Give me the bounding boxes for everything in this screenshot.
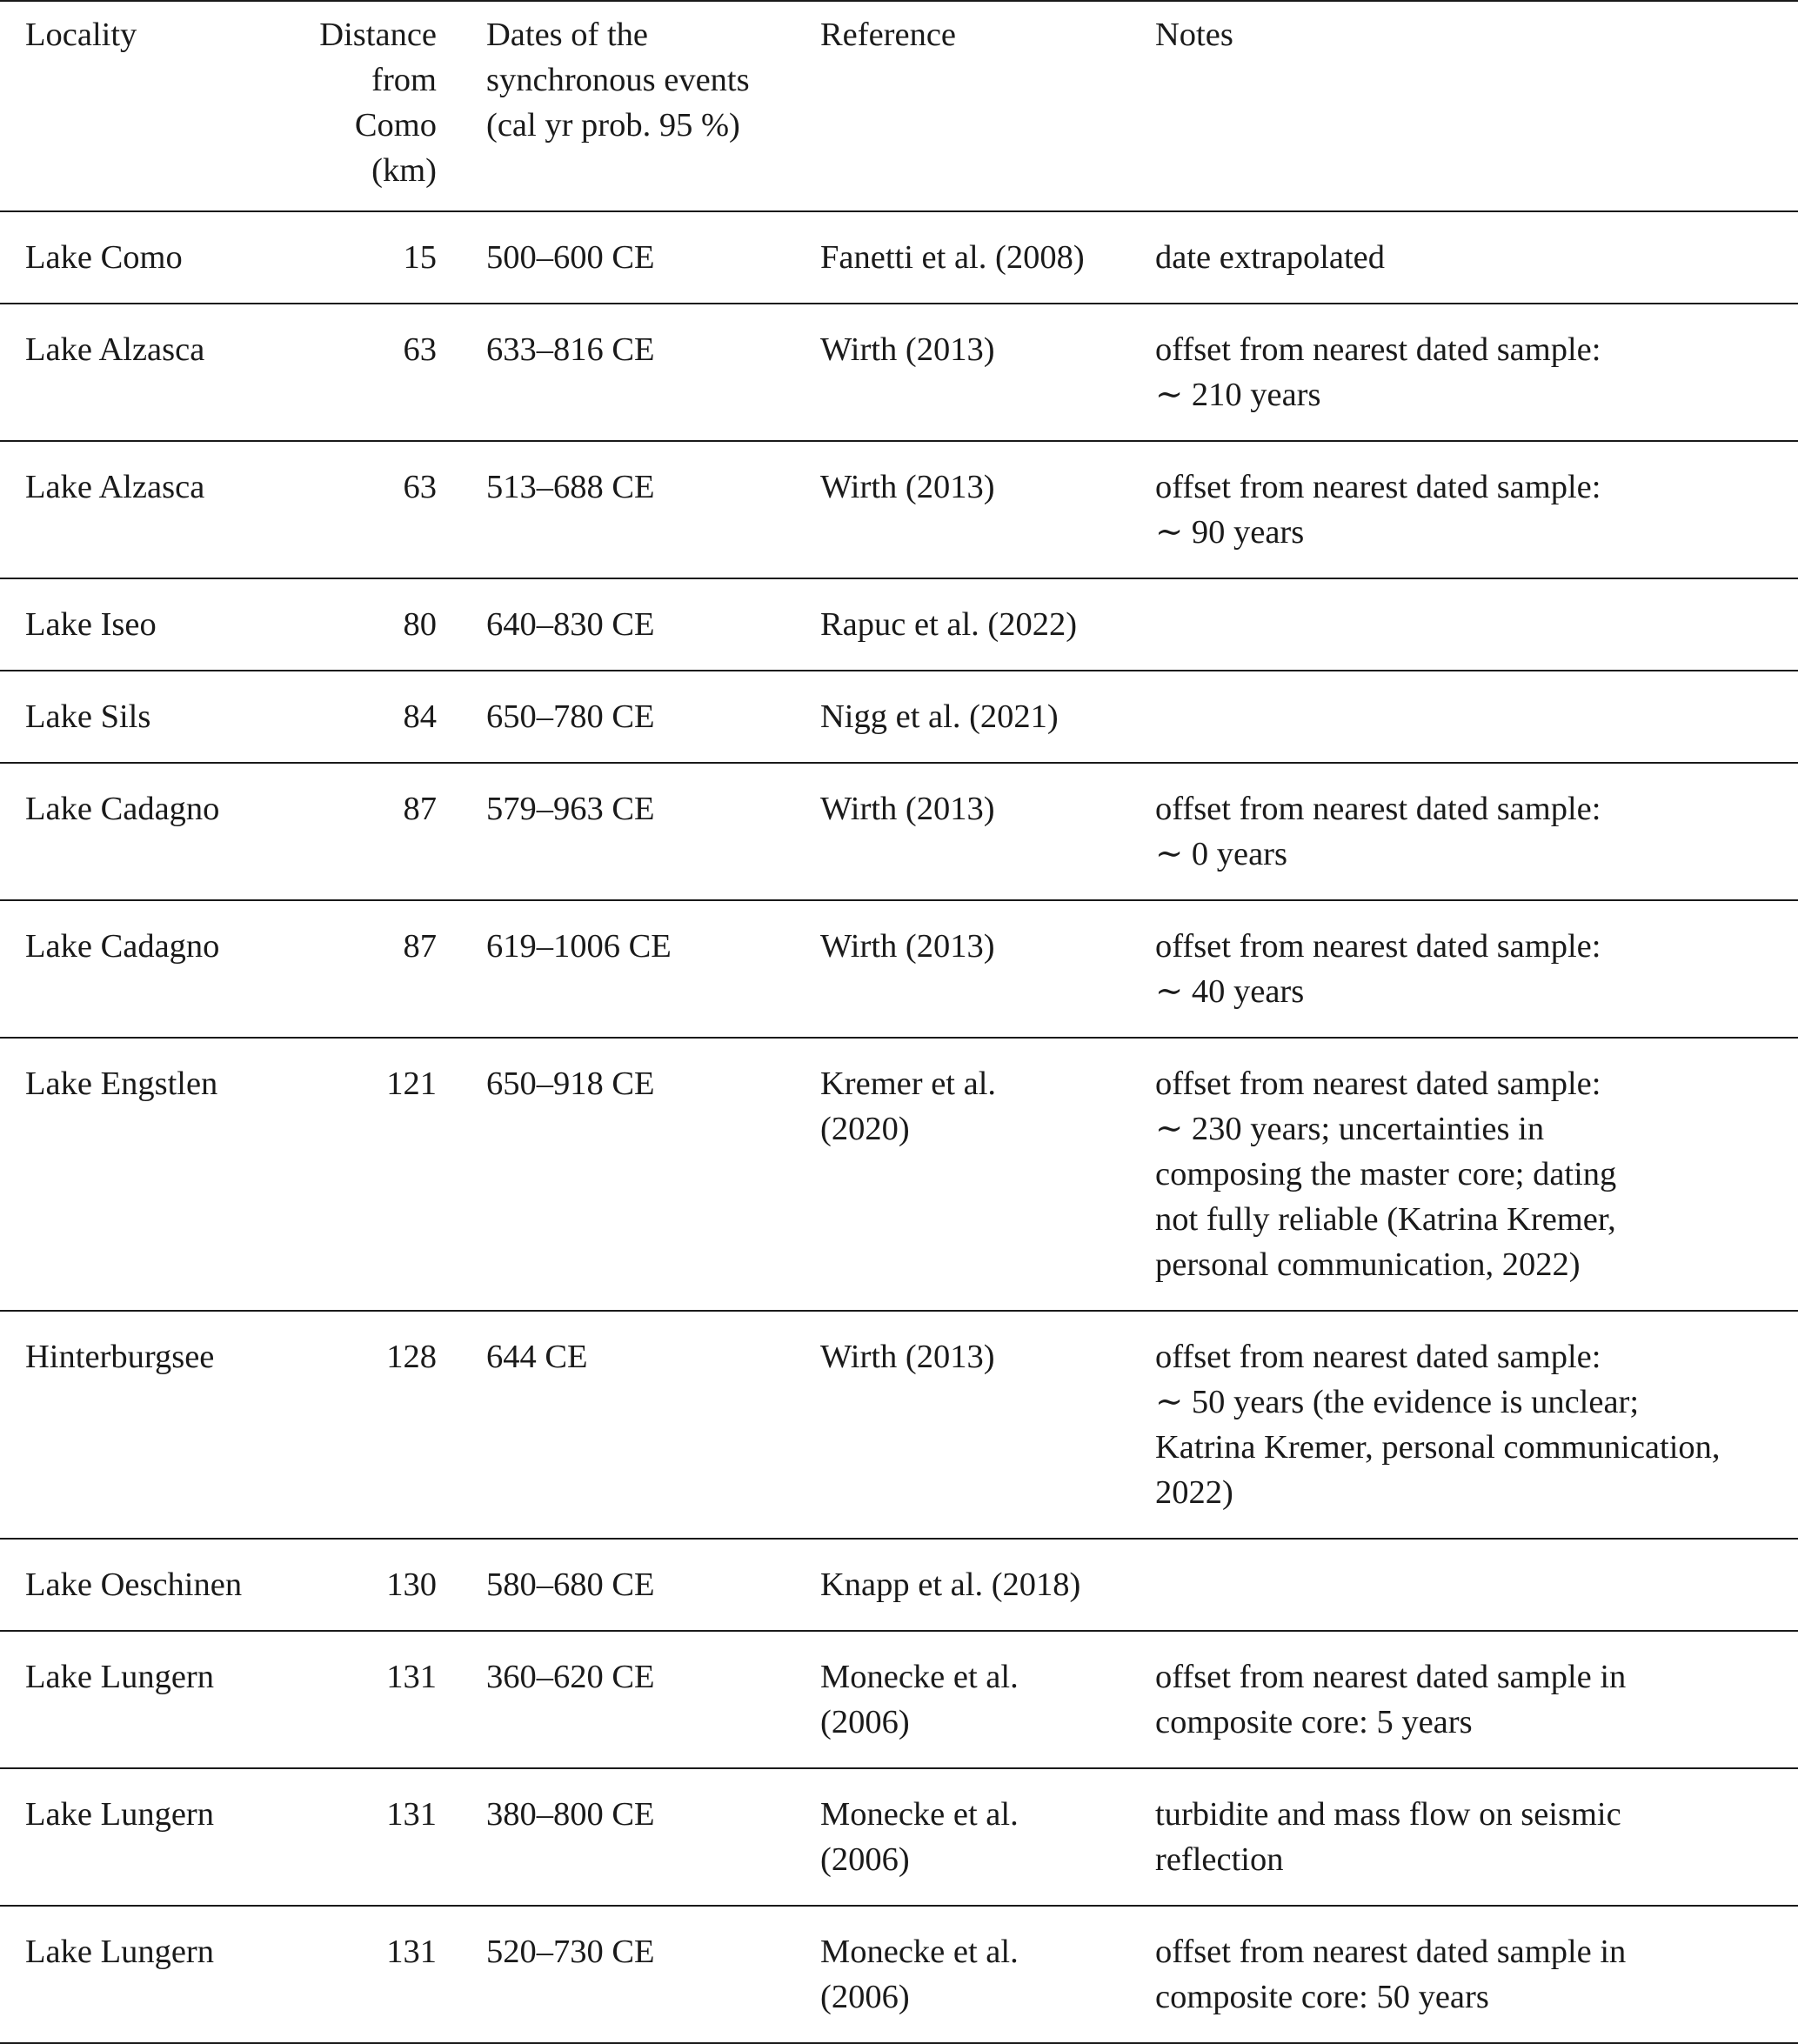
cell-reference-line: Kremer et al.	[820, 1065, 997, 1102]
header-distance-line: Como	[354, 107, 437, 144]
cell-notes-line: offset from nearest dated sample in	[1155, 1659, 1627, 1695]
cell-notes-line: ∼ 0 years	[1155, 836, 1287, 872]
cell-dates: 360–620 CE	[486, 1659, 655, 1695]
cell-reference-line: Wirth (2013)	[820, 1339, 995, 1375]
cell-notes-line: turbidite and mass flow on seismic	[1155, 1796, 1621, 1833]
cell-dates: 619–1006 CE	[486, 928, 672, 965]
cell-notes	[1133, 763, 1798, 900]
header-distance-line: (km)	[371, 152, 437, 189]
cell-reference-line: Wirth (2013)	[820, 928, 995, 965]
cell-locality: Lake Cadagno	[25, 791, 220, 827]
cell-notes-line: ∼ 90 years	[1155, 514, 1305, 551]
table-row	[0, 1311, 1798, 1539]
cell-reference-line: (2006)	[820, 1841, 910, 1878]
cell-notes-line: composing the master core; dating	[1155, 1156, 1617, 1192]
cell-reference-line: (2006)	[820, 1979, 910, 2015]
cell-distance: 80	[403, 606, 437, 643]
cell-reference	[796, 441, 1133, 578]
cell-notes-line: ∼ 210 years	[1155, 377, 1321, 413]
table-row	[0, 763, 1798, 900]
cell-locality: Hinterburgsee	[25, 1339, 215, 1375]
cell-distance: 128	[386, 1339, 437, 1375]
table-row	[0, 441, 1798, 578]
cell-dates: 500–600 CE	[486, 239, 655, 276]
cell-dates: 579–963 CE	[486, 791, 655, 827]
cell-distance: 130	[386, 1566, 437, 1603]
cell-locality: Lake Engstlen	[25, 1065, 218, 1102]
cell-dates: 633–816 CE	[486, 331, 655, 368]
cell-reference	[796, 763, 1133, 900]
cell-reference-line: (2020)	[820, 1111, 910, 1147]
cell-notes	[1133, 211, 1798, 304]
cell-notes	[1133, 900, 1798, 1038]
table-row	[0, 1906, 1798, 2043]
cell-distance: 131	[386, 1796, 437, 1833]
cell-notes	[1133, 578, 1798, 671]
cell-notes-line: Katrina Kremer, personal communication,	[1155, 1429, 1721, 1466]
header-distance-line: Distance	[319, 17, 437, 53]
cell-reference	[796, 900, 1133, 1038]
cell-reference	[796, 1311, 1133, 1539]
cell-reference-line: Monecke et al.	[820, 1659, 1019, 1695]
cell-dates: 640–830 CE	[486, 606, 655, 643]
cell-notes-line: 2022)	[1155, 1474, 1233, 1511]
cell-reference	[796, 1038, 1133, 1311]
header-locality: Locality	[25, 17, 137, 53]
cell-notes	[1133, 1631, 1798, 1768]
cell-distance: 87	[403, 791, 437, 827]
cell-notes	[1133, 441, 1798, 578]
cell-notes-line: offset from nearest dated sample:	[1155, 1339, 1601, 1375]
table-row	[0, 1539, 1798, 1631]
cell-locality: Lake Lungern	[25, 1659, 214, 1695]
cell-reference	[796, 1906, 1133, 2043]
cell-notes-line: date extrapolated	[1155, 239, 1386, 276]
table-row	[0, 211, 1798, 304]
cell-notes-line: offset from nearest dated sample:	[1155, 469, 1601, 505]
cell-notes-line: offset from nearest dated sample:	[1155, 331, 1601, 368]
cell-reference-line: Rapuc et al. (2022)	[820, 606, 1078, 643]
cell-reference	[796, 1631, 1133, 1768]
cell-reference-line: Fanetti et al. (2008)	[820, 239, 1085, 276]
cell-locality: Lake Alzasca	[25, 469, 205, 505]
table-header	[0, 1, 1798, 211]
cell-reference-line: (2006)	[820, 1704, 910, 1740]
cell-locality: Lake Alzasca	[25, 331, 205, 368]
header-distance	[287, 1, 461, 211]
cell-notes-line: not fully reliable (Katrina Kremer,	[1155, 1201, 1616, 1238]
cell-dates: 513–688 CE	[486, 469, 655, 505]
header-dates	[461, 1, 796, 211]
table-row	[0, 1038, 1798, 1311]
header-dates-line: (cal yr prob. 95 %)	[486, 107, 740, 144]
cell-reference-line: Knapp et al. (2018)	[820, 1566, 1081, 1603]
header-notes: Notes	[1155, 17, 1233, 53]
cell-dates: 650–918 CE	[486, 1065, 655, 1102]
cell-notes	[1133, 1906, 1798, 2043]
header-distance-line: from	[371, 62, 437, 98]
cell-notes	[1133, 1311, 1798, 1539]
cell-notes-line: ∼ 40 years	[1155, 973, 1305, 1010]
cell-notes-line: offset from nearest dated sample:	[1155, 791, 1601, 827]
cell-locality: Lake Cadagno	[25, 928, 220, 965]
cell-reference	[796, 211, 1133, 304]
cell-dates: 380–800 CE	[486, 1796, 655, 1833]
cell-locality: Lake Oeschinen	[25, 1566, 243, 1603]
cell-reference	[796, 578, 1133, 671]
cell-notes-line: ∼ 50 years (the evidence is unclear;	[1155, 1384, 1640, 1420]
cell-reference	[796, 1539, 1133, 1631]
cell-dates: 644 CE	[486, 1339, 588, 1375]
table-row	[0, 671, 1798, 763]
table-row	[0, 578, 1798, 671]
cell-locality: Lake Como	[25, 239, 183, 276]
table-row	[0, 1631, 1798, 1768]
cell-notes-line: composite core: 50 years	[1155, 1979, 1489, 2015]
cell-reference	[796, 304, 1133, 441]
table-row	[0, 1768, 1798, 1906]
cell-notes	[1133, 1539, 1798, 1631]
cell-reference-line: Monecke et al.	[820, 1796, 1019, 1833]
table-body	[0, 211, 1798, 2043]
cell-reference-line: Wirth (2013)	[820, 469, 995, 505]
cell-notes-line: offset from nearest dated sample:	[1155, 928, 1601, 965]
cell-distance: 84	[403, 698, 437, 735]
cell-reference	[796, 1768, 1133, 1906]
cell-notes-line: reflection	[1155, 1841, 1284, 1878]
cell-notes-line: composite core: 5 years	[1155, 1704, 1473, 1740]
cell-locality: Lake Lungern	[25, 1796, 214, 1833]
cell-notes-line: offset from nearest dated sample:	[1155, 1065, 1601, 1102]
cell-notes-line: personal communication, 2022)	[1155, 1246, 1581, 1283]
cell-dates: 580–680 CE	[486, 1566, 655, 1603]
table-row	[0, 900, 1798, 1038]
cell-locality: Lake Lungern	[25, 1934, 214, 1970]
cell-notes	[1133, 671, 1798, 763]
cell-distance: 63	[403, 331, 437, 368]
cell-distance: 15	[403, 239, 437, 276]
cell-reference-line: Nigg et al. (2021)	[820, 698, 1059, 735]
cell-distance: 121	[386, 1065, 437, 1102]
header-dates-line: Dates of the	[486, 17, 649, 53]
cell-reference-line: Wirth (2013)	[820, 331, 995, 368]
cell-dates: 520–730 CE	[486, 1934, 655, 1970]
cell-notes	[1133, 1038, 1798, 1311]
cell-notes-line: ∼ 230 years; uncertainties in	[1155, 1111, 1545, 1147]
cell-reference-line: Monecke et al.	[820, 1934, 1019, 1970]
cell-locality: Lake Sils	[25, 698, 151, 735]
cell-dates: 650–780 CE	[486, 698, 655, 735]
cell-locality: Lake Iseo	[25, 606, 157, 643]
cell-notes	[1133, 304, 1798, 441]
cell-reference	[796, 671, 1133, 763]
cell-notes-line: offset from nearest dated sample in	[1155, 1934, 1627, 1970]
cell-notes	[1133, 1768, 1798, 1906]
header-row	[0, 1, 1798, 211]
cell-distance: 131	[386, 1659, 437, 1695]
cell-reference-line: Wirth (2013)	[820, 791, 995, 827]
cell-distance: 87	[403, 928, 437, 965]
cell-distance: 131	[386, 1934, 437, 1970]
table-row	[0, 304, 1798, 441]
header-reference: Reference	[820, 17, 957, 53]
cell-distance: 63	[403, 469, 437, 505]
header-dates-line: synchronous events	[486, 62, 750, 98]
